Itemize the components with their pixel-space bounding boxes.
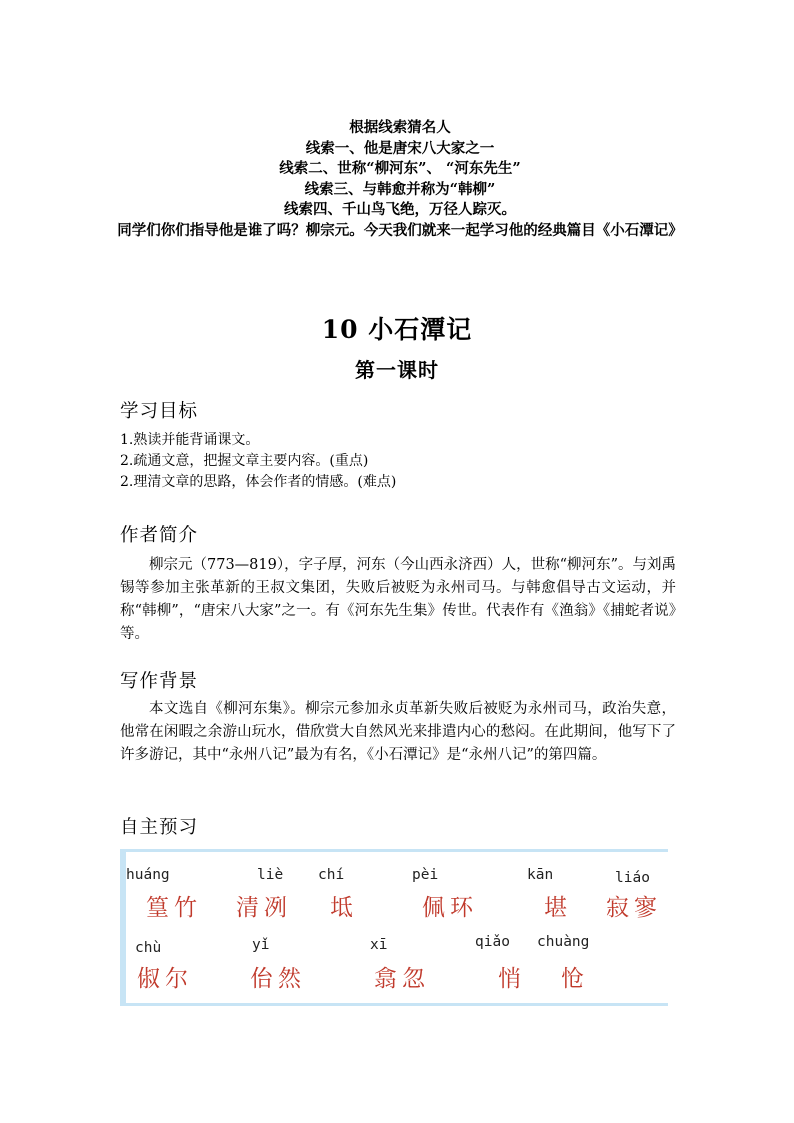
vocab-word: 俶尔 (137, 966, 193, 992)
pinyin: qiǎo (475, 934, 510, 950)
goals-heading: 学习目标 (120, 401, 199, 422)
vocab-word: 堪 (544, 895, 572, 921)
pinyin: liè (257, 867, 284, 883)
author-heading: 作者简介 (120, 525, 199, 546)
background-heading: 写作背景 (120, 671, 199, 692)
pinyin: xī (370, 937, 388, 953)
clue-1: 线索一、他是唐宋八大家之一 (305, 139, 495, 157)
intro-title: 根据线索猜名人 (349, 119, 451, 136)
pinyin: chuàng (537, 934, 590, 950)
pinyin: chù (135, 940, 162, 956)
vocab-word: 寂寥 (606, 895, 662, 921)
preview-vocab-box (120, 849, 668, 1006)
intro-section (110, 118, 690, 241)
lesson-title: 10 小石潭记 (321, 315, 473, 344)
pinyin: yǐ (252, 937, 270, 953)
lesson-subtitle: 第一课时 (355, 358, 439, 382)
clue-2: 线索二、世称“柳河东”、 “河东先生” (279, 160, 521, 177)
vocab-word: 篁竹 (146, 895, 202, 921)
preview-heading: 自主预习 (120, 817, 199, 838)
goal-item: 1.熟读并能背诵课文。 (120, 432, 260, 448)
clue-3: 线索三、与韩愈并称为“韩柳” (304, 180, 496, 198)
vocab-word: 清冽 (236, 895, 292, 921)
vocab-word: 佁然 (250, 966, 306, 992)
pinyin: chí (318, 867, 345, 883)
vocab-word: 悄 (498, 966, 526, 992)
pinyin: kān (527, 867, 554, 883)
background-paragraph: 本文选自《柳河东集》。柳宗元参加永贞革新失败后被贬为永州司马，政治失意，他常在闲暇之余游山玩水，借欣赏大自然风光来排遣内心的愁闷。在此期间，他写下了许多游记，其中“永州八记”最为有名，《小石潭记》是“永州八记”的第四篇。 (120, 701, 676, 763)
pinyin: pèi (412, 867, 439, 883)
vocab-word: 翕忽 (374, 966, 430, 992)
goal-item: 2.疏通文意，把握文章主要内容。(重点) (120, 453, 369, 469)
pinyin: huáng (126, 867, 170, 883)
vocab-word: 佩环 (422, 895, 478, 921)
goals-list (120, 430, 396, 493)
clue-4: 线索四、千山鸟飞绝，万径人踪灭。 (284, 201, 516, 218)
pinyin: liáo (615, 870, 650, 886)
intro-closing: 同学们你们指导他是谁了吗？柳宗元。今天我们就来一起学习他的经典篇目《小石潭记》 (117, 221, 683, 239)
goal-item: 2.理清文章的思路，体会作者的情感。(难点) (120, 474, 397, 490)
vocab-word: 怆 (561, 966, 589, 992)
vocab-word: 坻 (330, 895, 358, 921)
author-paragraph: 柳宗元（773—819），字子厚，河东（今山西永济西）人，世称“柳河东”。与刘禹锡等参加主张革新的王叔文集团，失败后被贬为永州司马。与韩愈倡导古文运动，并称“韩柳”，“唐宋八大家”之一。有《河东先生集》传世。代表作有《渔翁》《捕蛇者说》等。 (120, 557, 676, 642)
